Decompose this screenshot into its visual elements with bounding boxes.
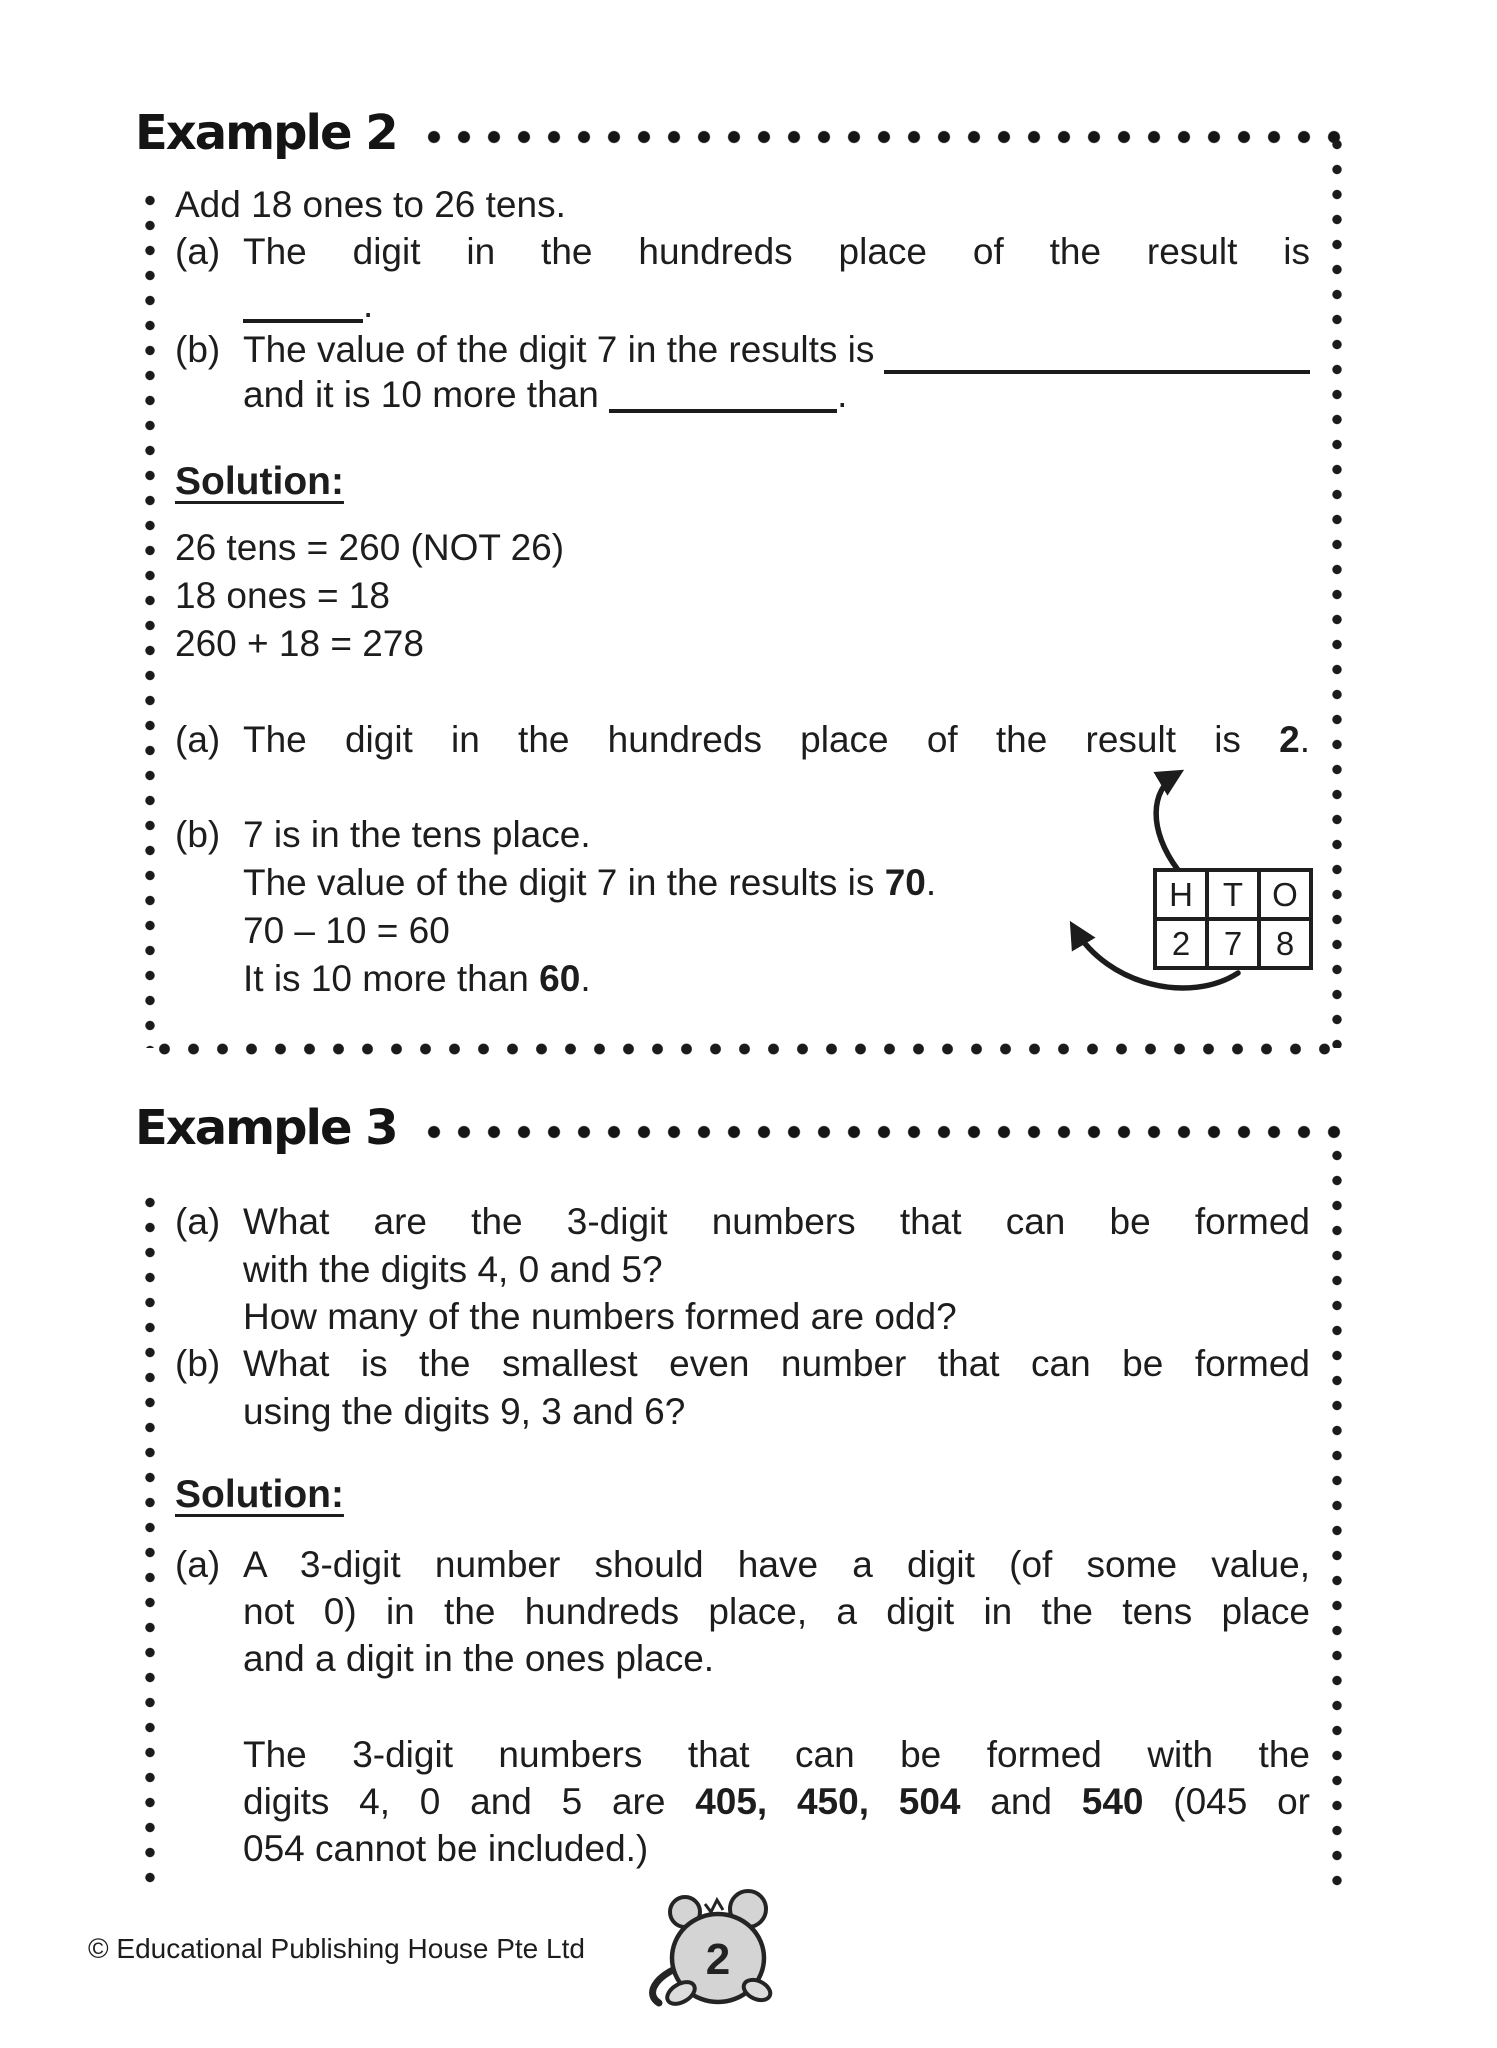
table-digit-tens: 7 <box>1207 919 1259 968</box>
example3-solution-paragraph-line2: digits 4, 0 and 5 are 405, 450, 504 and 540 (045 or <box>243 1781 1311 1822</box>
example2-title: Example 2 <box>135 105 397 161</box>
item-label-a: (a) <box>175 1544 221 1585</box>
mouse-mascot <box>645 1886 810 2011</box>
copyright-notice: © Educational Publishing House Pte Ltd <box>88 1933 585 1964</box>
example2-question-b-line2: and it is 10 more than . <box>243 374 848 415</box>
example2-intro-line: Add 18 ones to 26 tens. <box>175 184 566 225</box>
example3-header <box>135 1100 1347 1156</box>
answer-blank <box>609 375 837 413</box>
table-row <box>1155 870 1311 919</box>
example2-header <box>135 105 1347 161</box>
table-row <box>1155 919 1311 968</box>
example3-question-a: (a) What are the 3-digit numbers that can be formed <box>175 1198 1310 1246</box>
table-header-hundreds: H <box>1155 870 1207 919</box>
example2-header-dots <box>419 129 1347 145</box>
example3-solution-heading-row <box>175 1471 1310 1519</box>
example3-solution-paragraph-line3: 054 cannot be included.) <box>243 1828 649 1869</box>
example2-work-line: 260 + 18 = 278 <box>175 623 424 664</box>
example3-left-border-dots <box>144 1190 156 1895</box>
table-digit-ones: 8 <box>1259 919 1311 968</box>
mouse-left-foot <box>664 1978 699 2009</box>
example3-solution-a-line2: not 0) in the hundreds place, a digit in the tens place <box>243 1591 1310 1632</box>
example2-solution-b-line4: It is 10 more than 60. <box>243 958 591 999</box>
arrow-to-hundreds-digit <box>1156 774 1178 870</box>
example2-question-a: (a) The digit in the hundreds place of the result is <box>175 228 1310 276</box>
item-label-b: (b) <box>175 814 221 855</box>
example2-left-border-dots <box>144 188 156 1048</box>
example2-solution-b: (b) 7 is in the tens place. <box>175 811 1310 859</box>
answer-blank <box>243 285 363 323</box>
example3-solution-a-line3: and a digit in the ones place. <box>243 1638 715 1679</box>
table-header-tens: T <box>1207 870 1259 919</box>
mouse-right-foot <box>741 1976 774 2004</box>
example2-work-line: 18 ones = 18 <box>175 575 390 616</box>
item-label-a: (a) <box>175 719 221 760</box>
item-label-b: (b) <box>175 329 221 370</box>
example2-work-line: 26 tens = 260 (NOT 26) <box>175 527 565 568</box>
example3-title: Example 3 <box>135 1100 397 1156</box>
example2-solution-b-line3: 70 – 10 = 60 <box>243 910 450 951</box>
item-label-b: (b) <box>175 1343 221 1384</box>
example2-question-a-blank-line: . <box>175 281 1310 329</box>
example3-solution-paragraph-line1: The 3-digit numbers that can be formed with the <box>243 1734 1310 1775</box>
example3-question-a-line2: with the digits 4, 0 and 5? <box>243 1249 663 1290</box>
example2-bottom-border-dots <box>150 1042 1345 1056</box>
table-digit-hundreds: 2 <box>1155 919 1207 968</box>
place-value-table <box>1153 868 1313 970</box>
solution-heading: Solution: <box>175 460 344 503</box>
example3-solution-a: (a) A 3-digit number should have a digit (of some value, <box>175 1541 1310 1589</box>
example3-header-dots <box>419 1124 1347 1140</box>
answer-blank <box>884 330 1310 374</box>
example3-right-border-dots <box>1331 1143 1343 1895</box>
example3-question-b: (b) What is the smallest even number that can be formed <box>175 1340 1310 1388</box>
table-header-ones: O <box>1259 870 1311 919</box>
mouse-fur-squiggle <box>705 1900 723 1912</box>
example3-question-a-line3: How many of the numbers formed are odd? <box>243 1296 957 1337</box>
example2-solution-a: (a) The digit in the hundreds place of the result is 2. <box>175 716 1310 764</box>
example2-solution-heading-row <box>175 458 1310 506</box>
example3-question-b-line2: using the digits 9, 3 and 6? <box>243 1391 686 1432</box>
item-label-a: (a) <box>175 1201 221 1242</box>
solution-heading: Solution: <box>175 1473 344 1516</box>
example2-solution-b-line2: The value of the digit 7 in the results is 70. <box>243 862 937 903</box>
item-label-a: (a) <box>175 231 221 272</box>
page-number: 2 <box>705 1935 731 1984</box>
example2-question-b: (b) The value of the digit 7 in the results is <box>175 326 1310 374</box>
